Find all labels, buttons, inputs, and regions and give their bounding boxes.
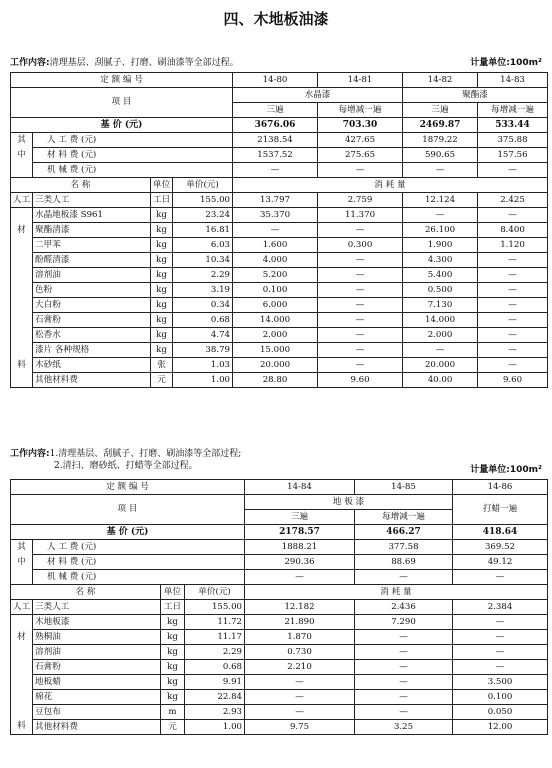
material-price: 9.91 — [185, 675, 245, 690]
column-header-row — [11, 178, 548, 193]
labor-value: 2.384 — [453, 600, 548, 615]
material-row — [11, 373, 548, 388]
col-name-header: 名 称 — [11, 585, 161, 600]
material-value: 9.75 — [245, 720, 355, 735]
labor-category: 人工 — [11, 193, 33, 208]
material-price: 16.81 — [173, 223, 233, 238]
material-value: — — [453, 630, 548, 645]
material-value: 20.000 — [233, 358, 318, 373]
material-price: 3.19 — [173, 283, 233, 298]
material-row — [11, 208, 548, 223]
qi-label: 其 — [11, 133, 33, 148]
item-group-row — [11, 88, 548, 103]
work-content-2 — [10, 448, 241, 472]
material-value: — — [355, 630, 453, 645]
labor-row — [11, 600, 548, 615]
material-value: 7.130 — [403, 298, 478, 313]
labor-price: 155.00 — [185, 600, 245, 615]
material-row — [11, 358, 548, 373]
material-name: 溶剂油 — [33, 645, 161, 660]
material-category — [11, 373, 33, 388]
cost-value: — — [453, 570, 548, 585]
quota-code: 14-86 — [453, 480, 548, 495]
labor-value: 2.425 — [478, 193, 548, 208]
material-unit: kg — [151, 343, 173, 358]
labor-value: 2.759 — [318, 193, 403, 208]
material-row — [11, 690, 548, 705]
material-row — [11, 660, 548, 675]
labor-category: 人工 — [11, 600, 33, 615]
material-value: — — [478, 208, 548, 223]
material-value: — — [355, 705, 453, 720]
item-group: 水晶漆 — [233, 88, 403, 103]
material-value: 5.400 — [403, 268, 478, 283]
material-value: 20.000 — [403, 358, 478, 373]
zhong-label: 中 — [11, 555, 33, 570]
material-unit: kg — [151, 223, 173, 238]
cost-name: 材 料 费 (元) — [33, 148, 233, 163]
material-category: 料 — [11, 358, 33, 373]
cost-value: 427.65 — [318, 133, 403, 148]
cost-value: — — [318, 163, 403, 178]
material-name: 石膏粉 — [33, 313, 151, 328]
consume-header: 消 耗 量 — [233, 178, 548, 193]
quota-code: 14-85 — [355, 480, 453, 495]
material-unit: kg — [151, 298, 173, 313]
material-category: 材 — [11, 630, 33, 645]
material-category — [11, 328, 33, 343]
cost-value: — — [245, 570, 355, 585]
material-row — [11, 675, 548, 690]
item-group-row — [11, 495, 548, 510]
material-unit: kg — [151, 328, 173, 343]
material-value: — — [318, 268, 403, 283]
material-value: 5.200 — [233, 268, 318, 283]
material-value: 14.000 — [403, 313, 478, 328]
material-row — [11, 328, 548, 343]
page-title: 四、木地板油漆 — [223, 10, 329, 28]
material-value: 14.000 — [233, 313, 318, 328]
item-sub: 每增减一遍 — [318, 103, 403, 118]
work-line: 1.清理基层、刮腻子、打磨、刷油漆等全部过程; — [49, 449, 242, 459]
material-value: — — [318, 343, 403, 358]
quota-no-label: 定 额 编 号 — [11, 73, 233, 88]
material-value: 2.210 — [245, 660, 355, 675]
labor-value: 12.124 — [403, 193, 478, 208]
col-name-header: 名 称 — [11, 178, 151, 193]
material-category: 材 — [11, 223, 33, 238]
cost-name: 人 工 费 (元) — [33, 133, 233, 148]
material-value: — — [478, 283, 548, 298]
material-category — [11, 268, 33, 283]
material-value: 0.100 — [453, 690, 548, 705]
material-row — [11, 268, 548, 283]
material-price: 2.29 — [173, 268, 233, 283]
material-category — [11, 615, 33, 630]
qi-label: 其 — [11, 540, 33, 555]
material-price: 10.34 — [173, 253, 233, 268]
material-unit: kg — [161, 660, 185, 675]
material-value: — — [318, 223, 403, 238]
cost-value: — — [233, 163, 318, 178]
material-price: 0.68 — [185, 660, 245, 675]
material-name: 二甲苯 — [33, 238, 151, 253]
material-value: — — [245, 690, 355, 705]
item-sub: 三遍 — [233, 103, 318, 118]
cost-row — [11, 133, 548, 148]
labor-value: 12.182 — [245, 600, 355, 615]
cost-value: 2138.54 — [233, 133, 318, 148]
col-unit-header: 单位 — [161, 585, 185, 600]
material-price: 22.84 — [185, 690, 245, 705]
cost-value: 590.65 — [403, 148, 478, 163]
work-label: 工作内容: — [10, 58, 50, 68]
material-value: 1.120 — [478, 238, 548, 253]
cost-value: 275.65 — [318, 148, 403, 163]
cost-row — [11, 148, 548, 163]
material-price: 38.79 — [173, 343, 233, 358]
material-row — [11, 313, 548, 328]
material-value: 6.000 — [233, 298, 318, 313]
labor-name: 三类人工 — [33, 600, 161, 615]
material-unit: kg — [161, 690, 185, 705]
material-price: 23.24 — [173, 208, 233, 223]
material-price: 11.17 — [185, 630, 245, 645]
material-row — [11, 223, 548, 238]
base-price: 2469.87 — [403, 118, 478, 133]
cost-row — [11, 540, 548, 555]
material-value: — — [453, 645, 548, 660]
material-unit: kg — [161, 630, 185, 645]
material-value: — — [478, 268, 548, 283]
base-price: 533.44 — [478, 118, 548, 133]
item-group: 聚酯漆 — [403, 88, 548, 103]
material-rows — [11, 615, 548, 735]
cost-name: 人 工 费 (元) — [33, 540, 245, 555]
material-value: 11.370 — [318, 208, 403, 223]
material-value: — — [453, 660, 548, 675]
material-unit: 元 — [151, 373, 173, 388]
material-value: — — [403, 343, 478, 358]
quota-code: 14-83 — [478, 73, 548, 88]
material-price: 6.03 — [173, 238, 233, 253]
material-category — [11, 238, 33, 253]
item-sub: 三遍 — [403, 103, 478, 118]
cost-value: 290.36 — [245, 555, 355, 570]
material-value: — — [403, 208, 478, 223]
quota-table-2 — [10, 479, 548, 735]
quota-code: 14-81 — [318, 73, 403, 88]
material-price: 0.68 — [173, 313, 233, 328]
material-name: 大白粉 — [33, 298, 151, 313]
material-name: 酚醛清漆 — [33, 253, 151, 268]
material-name: 木砂纸 — [33, 358, 151, 373]
quota-table-1 — [10, 72, 548, 388]
cost-value: — — [478, 163, 548, 178]
material-value: 0.300 — [318, 238, 403, 253]
measure-unit-1 — [470, 55, 542, 68]
material-value: — — [478, 313, 548, 328]
material-value: 3.25 — [355, 720, 453, 735]
material-category — [11, 208, 33, 223]
material-value: — — [233, 223, 318, 238]
base-price: 3676.06 — [233, 118, 318, 133]
material-unit: kg — [161, 615, 185, 630]
material-name: 木地板漆 — [33, 615, 161, 630]
material-category — [11, 660, 33, 675]
base-price-row — [11, 118, 548, 133]
material-row — [11, 615, 548, 630]
material-value: 35.370 — [233, 208, 318, 223]
material-value: 1.900 — [403, 238, 478, 253]
material-value: — — [318, 358, 403, 373]
item-label: 项 目 — [11, 88, 233, 118]
material-value: 0.500 — [403, 283, 478, 298]
work-content-1 — [10, 57, 239, 69]
base-price: 466.27 — [355, 525, 453, 540]
material-name: 石膏粉 — [33, 660, 161, 675]
material-unit: kg — [151, 268, 173, 283]
item-wax: 打蜡一遍 — [453, 495, 548, 525]
qi-blank — [11, 163, 33, 178]
cost-value: — — [355, 570, 453, 585]
material-category — [11, 343, 33, 358]
material-category — [11, 645, 33, 660]
material-unit: kg — [161, 645, 185, 660]
material-value: — — [355, 660, 453, 675]
labor-unit: 工日 — [161, 600, 185, 615]
material-row — [11, 630, 548, 645]
material-unit: kg — [151, 253, 173, 268]
material-row — [11, 645, 548, 660]
cost-value: 49.12 — [453, 555, 548, 570]
item-sub: 每增减一遍 — [355, 510, 453, 525]
quota-code-row — [11, 480, 548, 495]
cost-value: 377.58 — [355, 540, 453, 555]
material-value: 4.300 — [403, 253, 478, 268]
labor-row — [11, 193, 548, 208]
qi-blank — [11, 570, 33, 585]
material-value: — — [318, 313, 403, 328]
column-header-row — [11, 585, 548, 600]
item-sub: 三遍 — [245, 510, 355, 525]
work-line: 清理基层、刮腻子、打磨、刷油漆等全部过程。 — [49, 58, 239, 68]
base-price-row — [11, 525, 548, 540]
material-name: 豆包布 — [33, 705, 161, 720]
material-row — [11, 343, 548, 358]
material-name: 漆片 各种规格 — [33, 343, 151, 358]
material-category — [11, 283, 33, 298]
quota-code: 14-80 — [233, 73, 318, 88]
material-value: 4.000 — [233, 253, 318, 268]
measure-unit-2 — [470, 462, 542, 475]
material-value: 1.870 — [245, 630, 355, 645]
cost-value: 157.56 — [478, 148, 548, 163]
material-price: 1.00 — [185, 720, 245, 735]
material-value: 9.60 — [478, 373, 548, 388]
material-category — [11, 675, 33, 690]
material-unit: kg — [151, 238, 173, 253]
base-price-label: 基 价 (元) — [11, 525, 245, 540]
material-unit: 元 — [161, 720, 185, 735]
material-value: 8.400 — [478, 223, 548, 238]
material-category — [11, 313, 33, 328]
material-value: — — [318, 298, 403, 313]
labor-value: 2.436 — [355, 600, 453, 615]
material-name: 松香水 — [33, 328, 151, 343]
material-value: — — [355, 645, 453, 660]
material-value: 0.050 — [453, 705, 548, 720]
labor-value: 13.797 — [233, 193, 318, 208]
material-value: 12.00 — [453, 720, 548, 735]
material-category: 料 — [11, 720, 33, 735]
material-name: 其他材料费 — [33, 373, 151, 388]
labor-price: 155.00 — [173, 193, 233, 208]
quota-no-label: 定 额 编 号 — [11, 480, 245, 495]
cost-row — [11, 163, 548, 178]
material-value: — — [245, 675, 355, 690]
cost-value: 88.69 — [355, 555, 453, 570]
material-row — [11, 298, 548, 313]
cost-value: 1888.21 — [245, 540, 355, 555]
material-unit: kg — [151, 208, 173, 223]
material-value: 9.60 — [318, 373, 403, 388]
cost-row — [11, 570, 548, 585]
material-unit: kg — [151, 313, 173, 328]
material-unit: m — [161, 705, 185, 720]
material-name: 水晶地板漆 S961 — [33, 208, 151, 223]
labor-unit: 工日 — [151, 193, 173, 208]
material-value: — — [318, 328, 403, 343]
consume-header: 消 耗 量 — [245, 585, 548, 600]
material-price: 2.93 — [185, 705, 245, 720]
material-rows — [11, 208, 548, 388]
work-line: 2.清扫、磨砂纸、打蜡等全部过程。 — [54, 461, 198, 471]
material-category — [11, 253, 33, 268]
base-price: 2178.57 — [245, 525, 355, 540]
material-category — [11, 298, 33, 313]
material-row — [11, 705, 548, 720]
material-row — [11, 238, 548, 253]
base-price: 418.64 — [453, 525, 548, 540]
material-value: 2.000 — [403, 328, 478, 343]
material-value: 0.730 — [245, 645, 355, 660]
material-value: 2.000 — [233, 328, 318, 343]
material-name: 熟桐油 — [33, 630, 161, 645]
cost-row — [11, 555, 548, 570]
material-row — [11, 720, 548, 735]
material-name: 溶剂油 — [33, 268, 151, 283]
material-price: 1.03 — [173, 358, 233, 373]
material-value: — — [355, 690, 453, 705]
material-name: 其他材料费 — [33, 720, 161, 735]
material-name: 地板蜡 — [33, 675, 161, 690]
material-price: 1.00 — [173, 373, 233, 388]
material-value: — — [245, 705, 355, 720]
material-unit: kg — [151, 283, 173, 298]
cost-value: 369.52 — [453, 540, 548, 555]
col-unit-header: 单位 — [151, 178, 173, 193]
item-label: 项 目 — [11, 495, 245, 525]
material-price: 11.72 — [185, 615, 245, 630]
material-price: 2.29 — [185, 645, 245, 660]
cost-name: 机 械 费 (元) — [33, 570, 245, 585]
cost-name: 机 械 费 (元) — [33, 163, 233, 178]
material-value: — — [478, 253, 548, 268]
material-value: — — [478, 358, 548, 373]
material-value: 28.80 — [233, 373, 318, 388]
material-value: 3.500 — [453, 675, 548, 690]
col-price-header: 单价(元) — [173, 178, 233, 193]
material-value: — — [355, 675, 453, 690]
material-value: — — [478, 298, 548, 313]
base-price-label: 基 价 (元) — [11, 118, 233, 133]
col-price-header: 单价(元) — [185, 585, 245, 600]
unit-text: 计量单位:100m² — [470, 465, 542, 475]
material-value: 15.000 — [233, 343, 318, 358]
cost-value: 1879.22 — [403, 133, 478, 148]
cost-value: — — [403, 163, 478, 178]
material-price: 4.74 — [173, 328, 233, 343]
item-group: 地 板 漆 — [245, 495, 453, 510]
labor-name: 三类人工 — [33, 193, 151, 208]
material-row — [11, 253, 548, 268]
material-value: — — [453, 615, 548, 630]
material-value: — — [318, 283, 403, 298]
material-name: 棉花 — [33, 690, 161, 705]
cost-name: 材 料 费 (元) — [33, 555, 245, 570]
material-value: 21.890 — [245, 615, 355, 630]
material-category — [11, 705, 33, 720]
material-value: 40.00 — [403, 373, 478, 388]
material-unit: 张 — [151, 358, 173, 373]
item-sub: 每增减一遍 — [478, 103, 548, 118]
material-name: 聚酯清漆 — [33, 223, 151, 238]
cost-value: 1537.52 — [233, 148, 318, 163]
quota-code-row — [11, 73, 548, 88]
material-value: 7.290 — [355, 615, 453, 630]
material-value: — — [478, 343, 548, 358]
zhong-label: 中 — [11, 148, 33, 163]
material-price: 0.34 — [173, 298, 233, 313]
cost-value: 375.88 — [478, 133, 548, 148]
material-category — [11, 690, 33, 705]
work-label: 工作内容: — [10, 449, 50, 459]
material-unit: kg — [161, 675, 185, 690]
unit-text: 计量单位:100m² — [470, 58, 542, 68]
quota-code: 14-82 — [403, 73, 478, 88]
material-value: — — [318, 253, 403, 268]
quota-code: 14-84 — [245, 480, 355, 495]
material-value: 26.100 — [403, 223, 478, 238]
material-name: 色粉 — [33, 283, 151, 298]
material-row — [11, 283, 548, 298]
material-value: — — [478, 328, 548, 343]
material-value: 1.600 — [233, 238, 318, 253]
material-value: 0.100 — [233, 283, 318, 298]
base-price: 703.30 — [318, 118, 403, 133]
